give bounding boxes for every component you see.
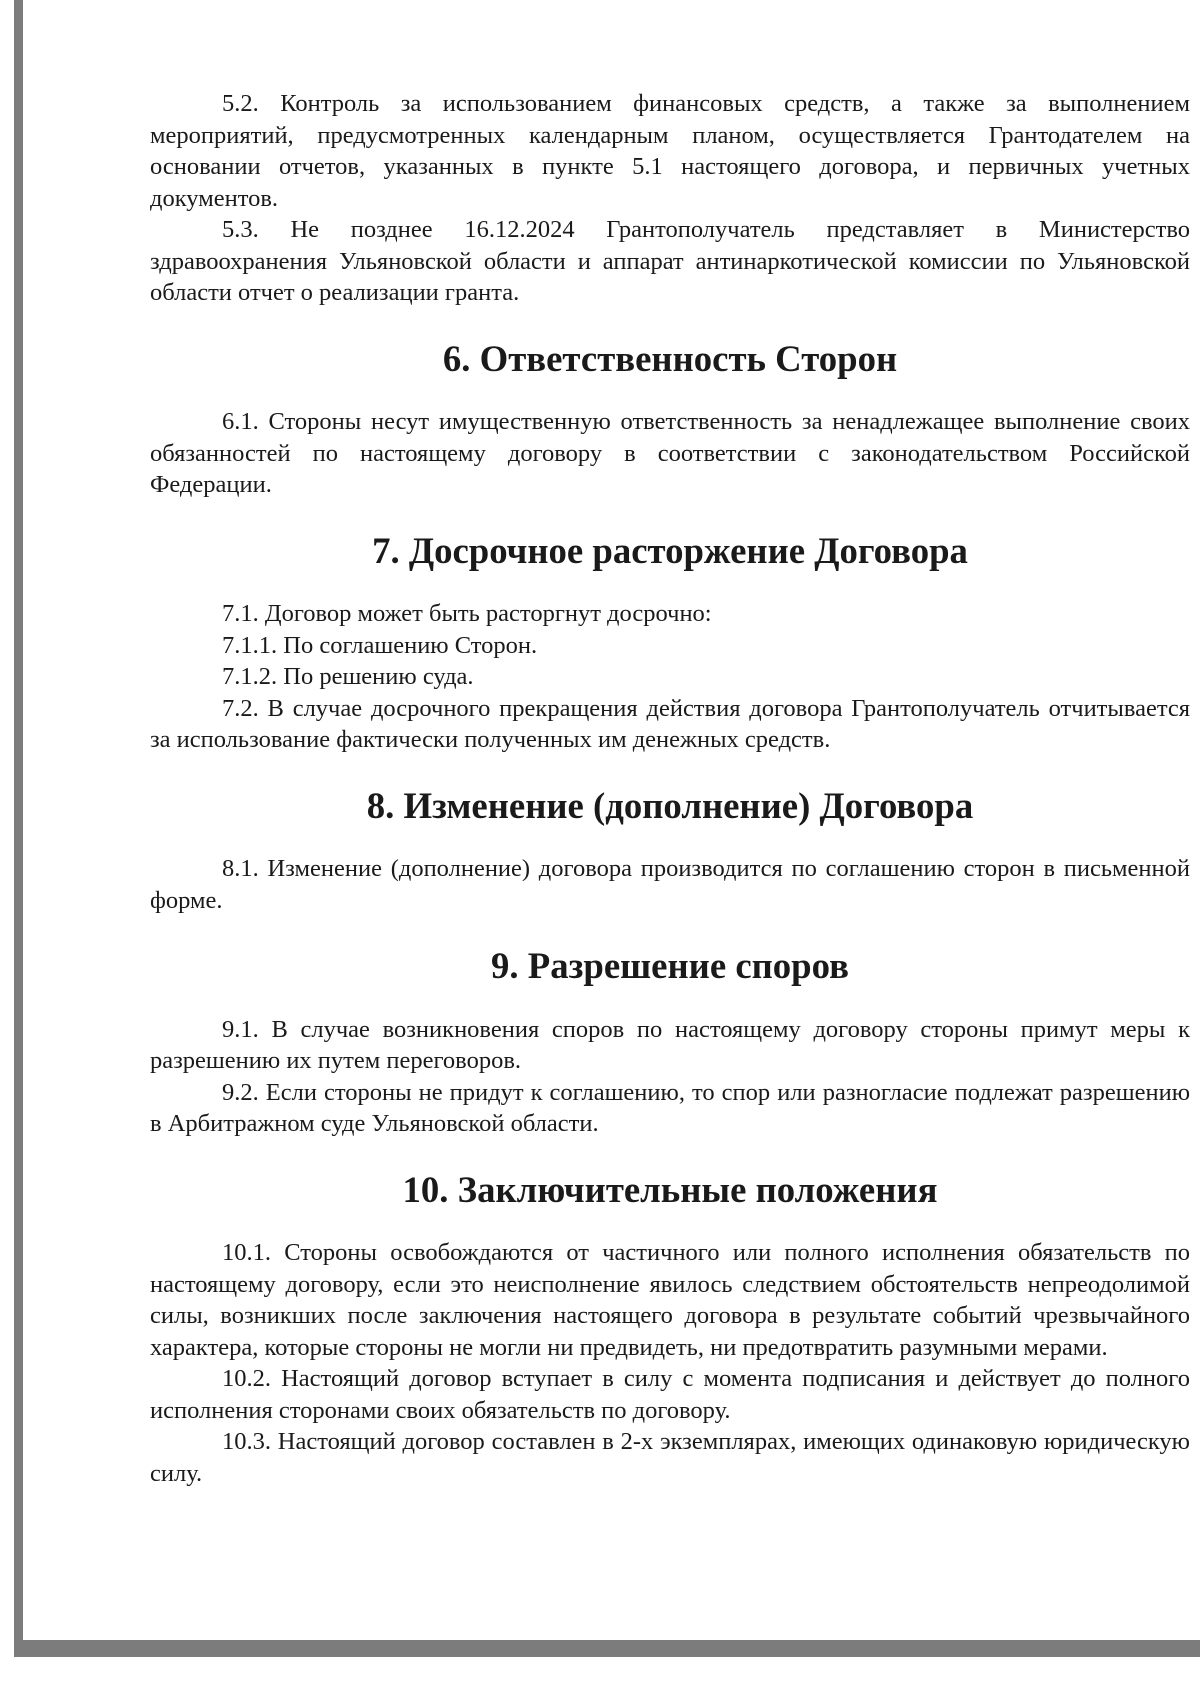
clause-5-2: 5.2. Контроль за использованием финансовых средств, а также за выполнением мероприятий, предусмотренных календарным планом, осуществляется Грантодателем на основании отчетов, указанных в пункте 5.1 настоящего договора, и первичных учетных документов. <box>150 90 1190 212</box>
clause-7-1-1: 7.1.1. По соглашению Сторон. <box>222 631 538 659</box>
section-9 <box>150 945 1190 1140</box>
clause-7-1-2: 7.1.2. По решению суда. <box>222 663 474 690</box>
clause-10-2: 10.2. Настоящий договор вступает в силу с момента подписания и действует до полного исполнения сторонами своих обязательств по договору. <box>150 1365 1190 1424</box>
clause-7-1: 7.1. Договор может быть расторгнут досрочно: <box>222 600 712 627</box>
section-heading: 10. Заключительные положения <box>402 1168 938 1210</box>
scan-border-left <box>14 0 23 1646</box>
section-10 <box>150 1168 1190 1490</box>
clause-6-1: 6.1. Стороны несут имущественную ответственность за ненадлежащее выполнение своих обязанностей по настоящему договору в соответствии с законодательством Российской Федерации. <box>150 408 1190 498</box>
clause-9-2: 9.2. Если стороны не придут к соглашению, то спор или разногласие подлежат разрешению в Арбитражном суде Ульяновской области. <box>150 1078 1190 1137</box>
section-5 <box>150 88 1190 309</box>
clause-8-1: 8.1. Изменение (дополнение) договора производится по соглашению сторон в письменной форме. <box>150 855 1190 914</box>
section-heading: 7. Досрочное расторжение Договора <box>372 529 968 571</box>
scan-border-bottom <box>14 1640 1200 1657</box>
clause-7-2: 7.2. В случае досрочного прекращения действия договора Грантополучатель отчитывается за использование фактически полученных им денежных средств. <box>150 694 1190 753</box>
clause-5-3: 5.3. Не позднее 16.12.2024 Грантополучатель представляет в Министерство здравоохранения Ульяновской области и аппарат антинаркотической комиссии по Ульяновской области отчет о реализации гранта. <box>150 216 1190 306</box>
section-7 <box>150 529 1190 756</box>
clause-10-3: 10.3. Настоящий договор составлен в 2-х экземплярах, имеющих одинаковую юридическую силу. <box>150 1428 1190 1487</box>
clause-9-1: 9.1. В случае возникновения споров по настоящему договору стороны примут меры к разрешению их путем переговоров. <box>150 1015 1190 1074</box>
clause-10-1: 10.1. Стороны освобождаются от частичного или полного исполнения обязательств по настоящему договору, если это неисполнение явилось следствием обстоятельств непреодолимой силы, возникших после заключения настоящего договора в результате событий чрезвычайного характера, которые стороны не могли ни предвидеть, ни предотвратить разумными мерами. <box>150 1239 1190 1361</box>
document-body <box>150 88 1190 1489</box>
section-8 <box>150 784 1190 917</box>
section-heading: 8. Изменение (дополнение) Договора <box>366 784 974 826</box>
section-heading: 9. Разрешение споров <box>491 945 849 986</box>
section-6 <box>150 337 1190 501</box>
section-heading: 6. Ответственность Сторон <box>442 337 898 379</box>
